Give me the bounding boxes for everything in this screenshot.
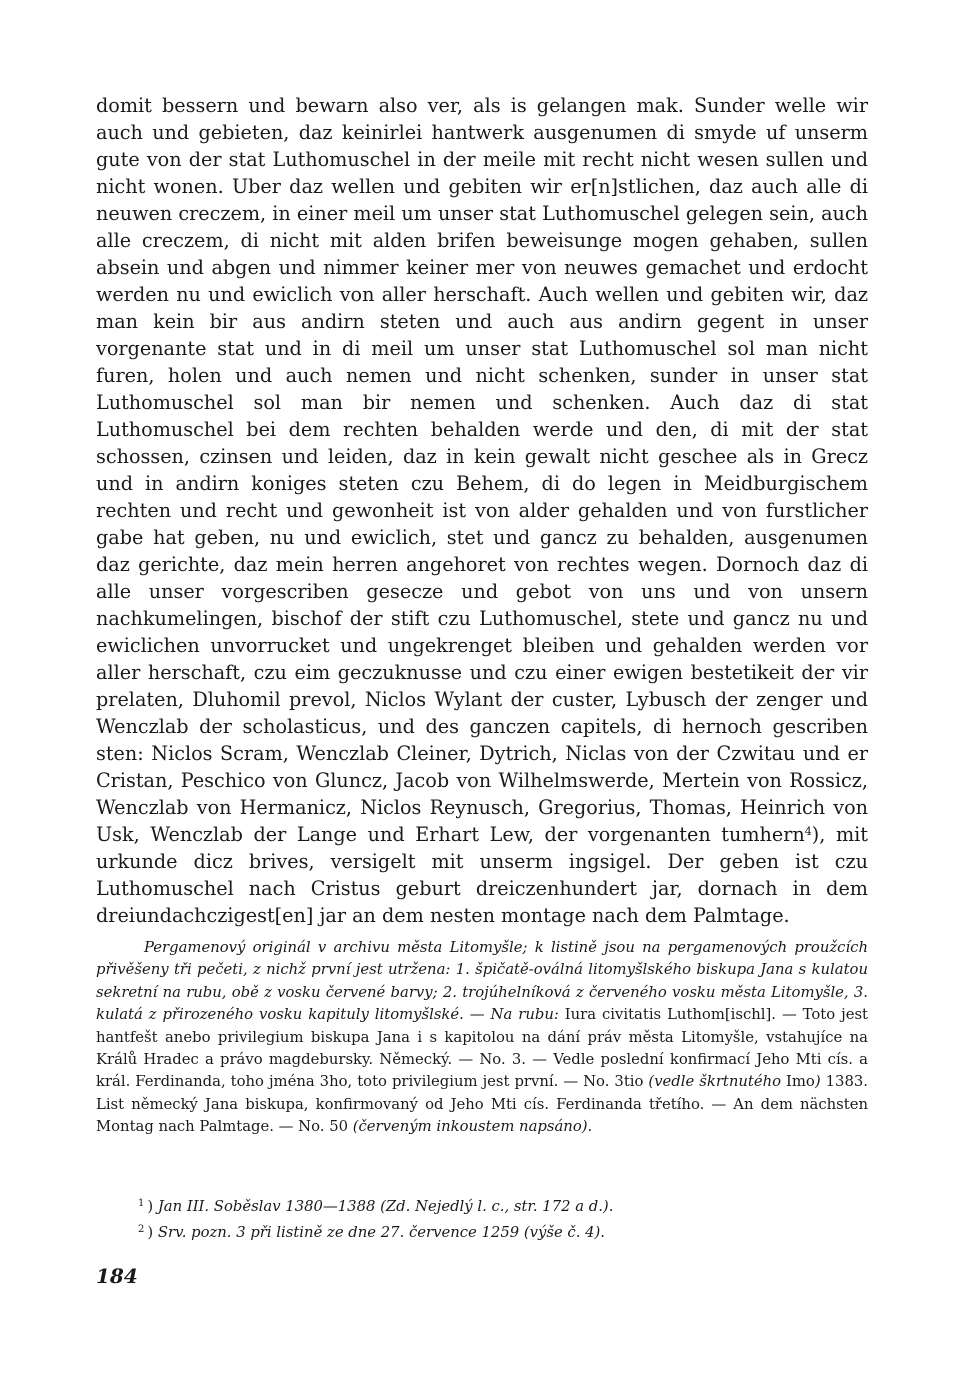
note-italic-1: Pergamenový originál v archivu města Litomyšle; k listině jsou na pergamenových proužcích přivěšeny tři pečeti, z nichž první jest utržena: 1. špičatě-oválná litomyšlského biskupa Jana s kulatou sekretní na rubu, obě z vosku červené barvy; 2. trojúhelníková z červeného vosku města Litomyšle, 3. kulatá z přirozeného vosku kapituly litomyšlské. — Na rubu: [96,939,868,1024]
note-italic-3: ) [814,1073,821,1091]
footnotes [138,1192,868,1244]
note-plain-3: 1383. List německý Jana biskupa, konfirmovaný od Jeho Mti cís. Ferdinanda třetího. — An dem nächsten Montag nach Palmtage. — No. 50 [96,1073,868,1136]
footnote-2: $^2$ ) Srv. pozn. 3 při listině ze dne 27. července 1259 (výše č. 4). [138,1224,605,1241]
archival-note [96,937,868,1139]
main-text-part1: domit bessern und bewarn also ver, als is gelangen mak. Sunder welle wir auch und gebieten, daz keinirlei hantwerk ausgenumen di smyde uf unserm gute von der stat Luthomuschel in der meile mit recht nicht wesen sullen und nicht wonen. Uber daz wellen und gebiten wir er[n]stlichen, daz auch alle di neuwen creczem, in einer meil um unser stat Luthomuschel gelegen sein, auch alle creczem, di nicht mit alden brifen beweisunge mogen gehaben, sullen absein und abgen und nimmer keiner mer von neuwes gemachet und erdocht werden nu und ewiclich von aller herschaft. Auch wellen und gebiten wir, daz man kein bir aus andirn steten und auch aus andirn gegent in unser vorgenante stat und in di meil um unser stat Luthomuschel sol man nicht furen, holen und auch nemen und nicht schenken, sunder in unser stat Luthomuschel sol man bir nemen und schenken. Auch daz di stat Luthomuschel bei dem rechten behalden werde und den, di mit der stat schossen, czinsen und leiden, daz in kein gewalt nicht geschee als in Grecz und in andirn koniges steten czu Behem, di do legen in Meidburgischem rechten und recht und gewonheit ist von alder gehalden und von furstlicher gabe hat geben, nu und ewiclich, stet und gancz zu behalden, ausgenumen daz gerichte, daz mein herren angehoret von rechtes wegen. Dornoch daz di alle unser vorgescriben gesecze und gebot von uns und von unsern nachkumelingen, bischof der stift czu Luthomuschel, stete und gancz nu und ewiclichen unvorrucket und ungekrenget bleiben und gehalden werden vor aller herschaft, czu eim geczuknusse und czu einer ewigen bestetikeit der vir prelaten, Dluhomil prevol, Niclos Wylant der custer, Lybusch der zenger und Wenczlab der scholasticus, und des ganczen capitels, di hernoch gescriben sten: Niclos Scram, Wenczlab Cleiner, Dytrich, Niclas von der Czwitau und er Cristan, Peschico von Gluncz, Jacob von Wilhelmswerde, Mertein von Rossicz, Wenczlab von Hermanicz, Niclos Reynusch, Gregorius, Thomas, Heinrich von Usk, Wenczlab der Lange und Erhart Lew, der vorgenanten tumhern [96,94,868,846]
footnote-reference: 4 [804,825,812,838]
note-italic-4: (červeným inkoustem napsáno). [352,1118,593,1136]
archival-note-paragraph [96,937,868,1139]
page-number: 184 [96,1264,138,1288]
note-italic-2: (vedle škrtnutého [648,1073,782,1091]
footnote-number: 1 [138,1198,145,1209]
footnote-number: 2 [138,1224,145,1235]
note-plain-2: Imo [781,1073,815,1091]
footnote-1: $^1$ ) Jan III. Soběslav 1380—1388 (Zd. Nejedlý l. c., str. 172 a d.). [138,1198,614,1215]
main-text-part2: ), mit urkunde dicz brives, versigelt mit unserm ingsigel. Der geben ist czu Luthomuschel nach Cristus geburt dreiczenhundert jar, dornach in dem dreiundachczigest[en] jar an dem nesten montage nach dem Palmtage. [96,823,868,927]
main-text-block [96,92,868,929]
main-paragraph [96,92,868,929]
footnote-text: Srv. pozn. 3 při listině ze dne 27. července 1259 (výše č. 4). [157,1224,605,1241]
note-plain-1: Iura civitatis Luthom[ischl]. — Toto jest hantfešt anebo privilegium biskupa Jana i s kapitolou na dání práv města Litomyšle, vstahujíce na Králů Hradec a právo magdebursky. Německý. — No. 3. — Vedle poslední konfirmací Jeho Mti cís. a král. Ferdinanda, toho jména 3ho, toto privilegium jest první. — No. 3tio [96,1006,868,1091]
footnote-text: Jan III. Soběslav 1380—1388 (Zd. Nejedlý l. c., str. 172 a d.). [157,1198,614,1215]
